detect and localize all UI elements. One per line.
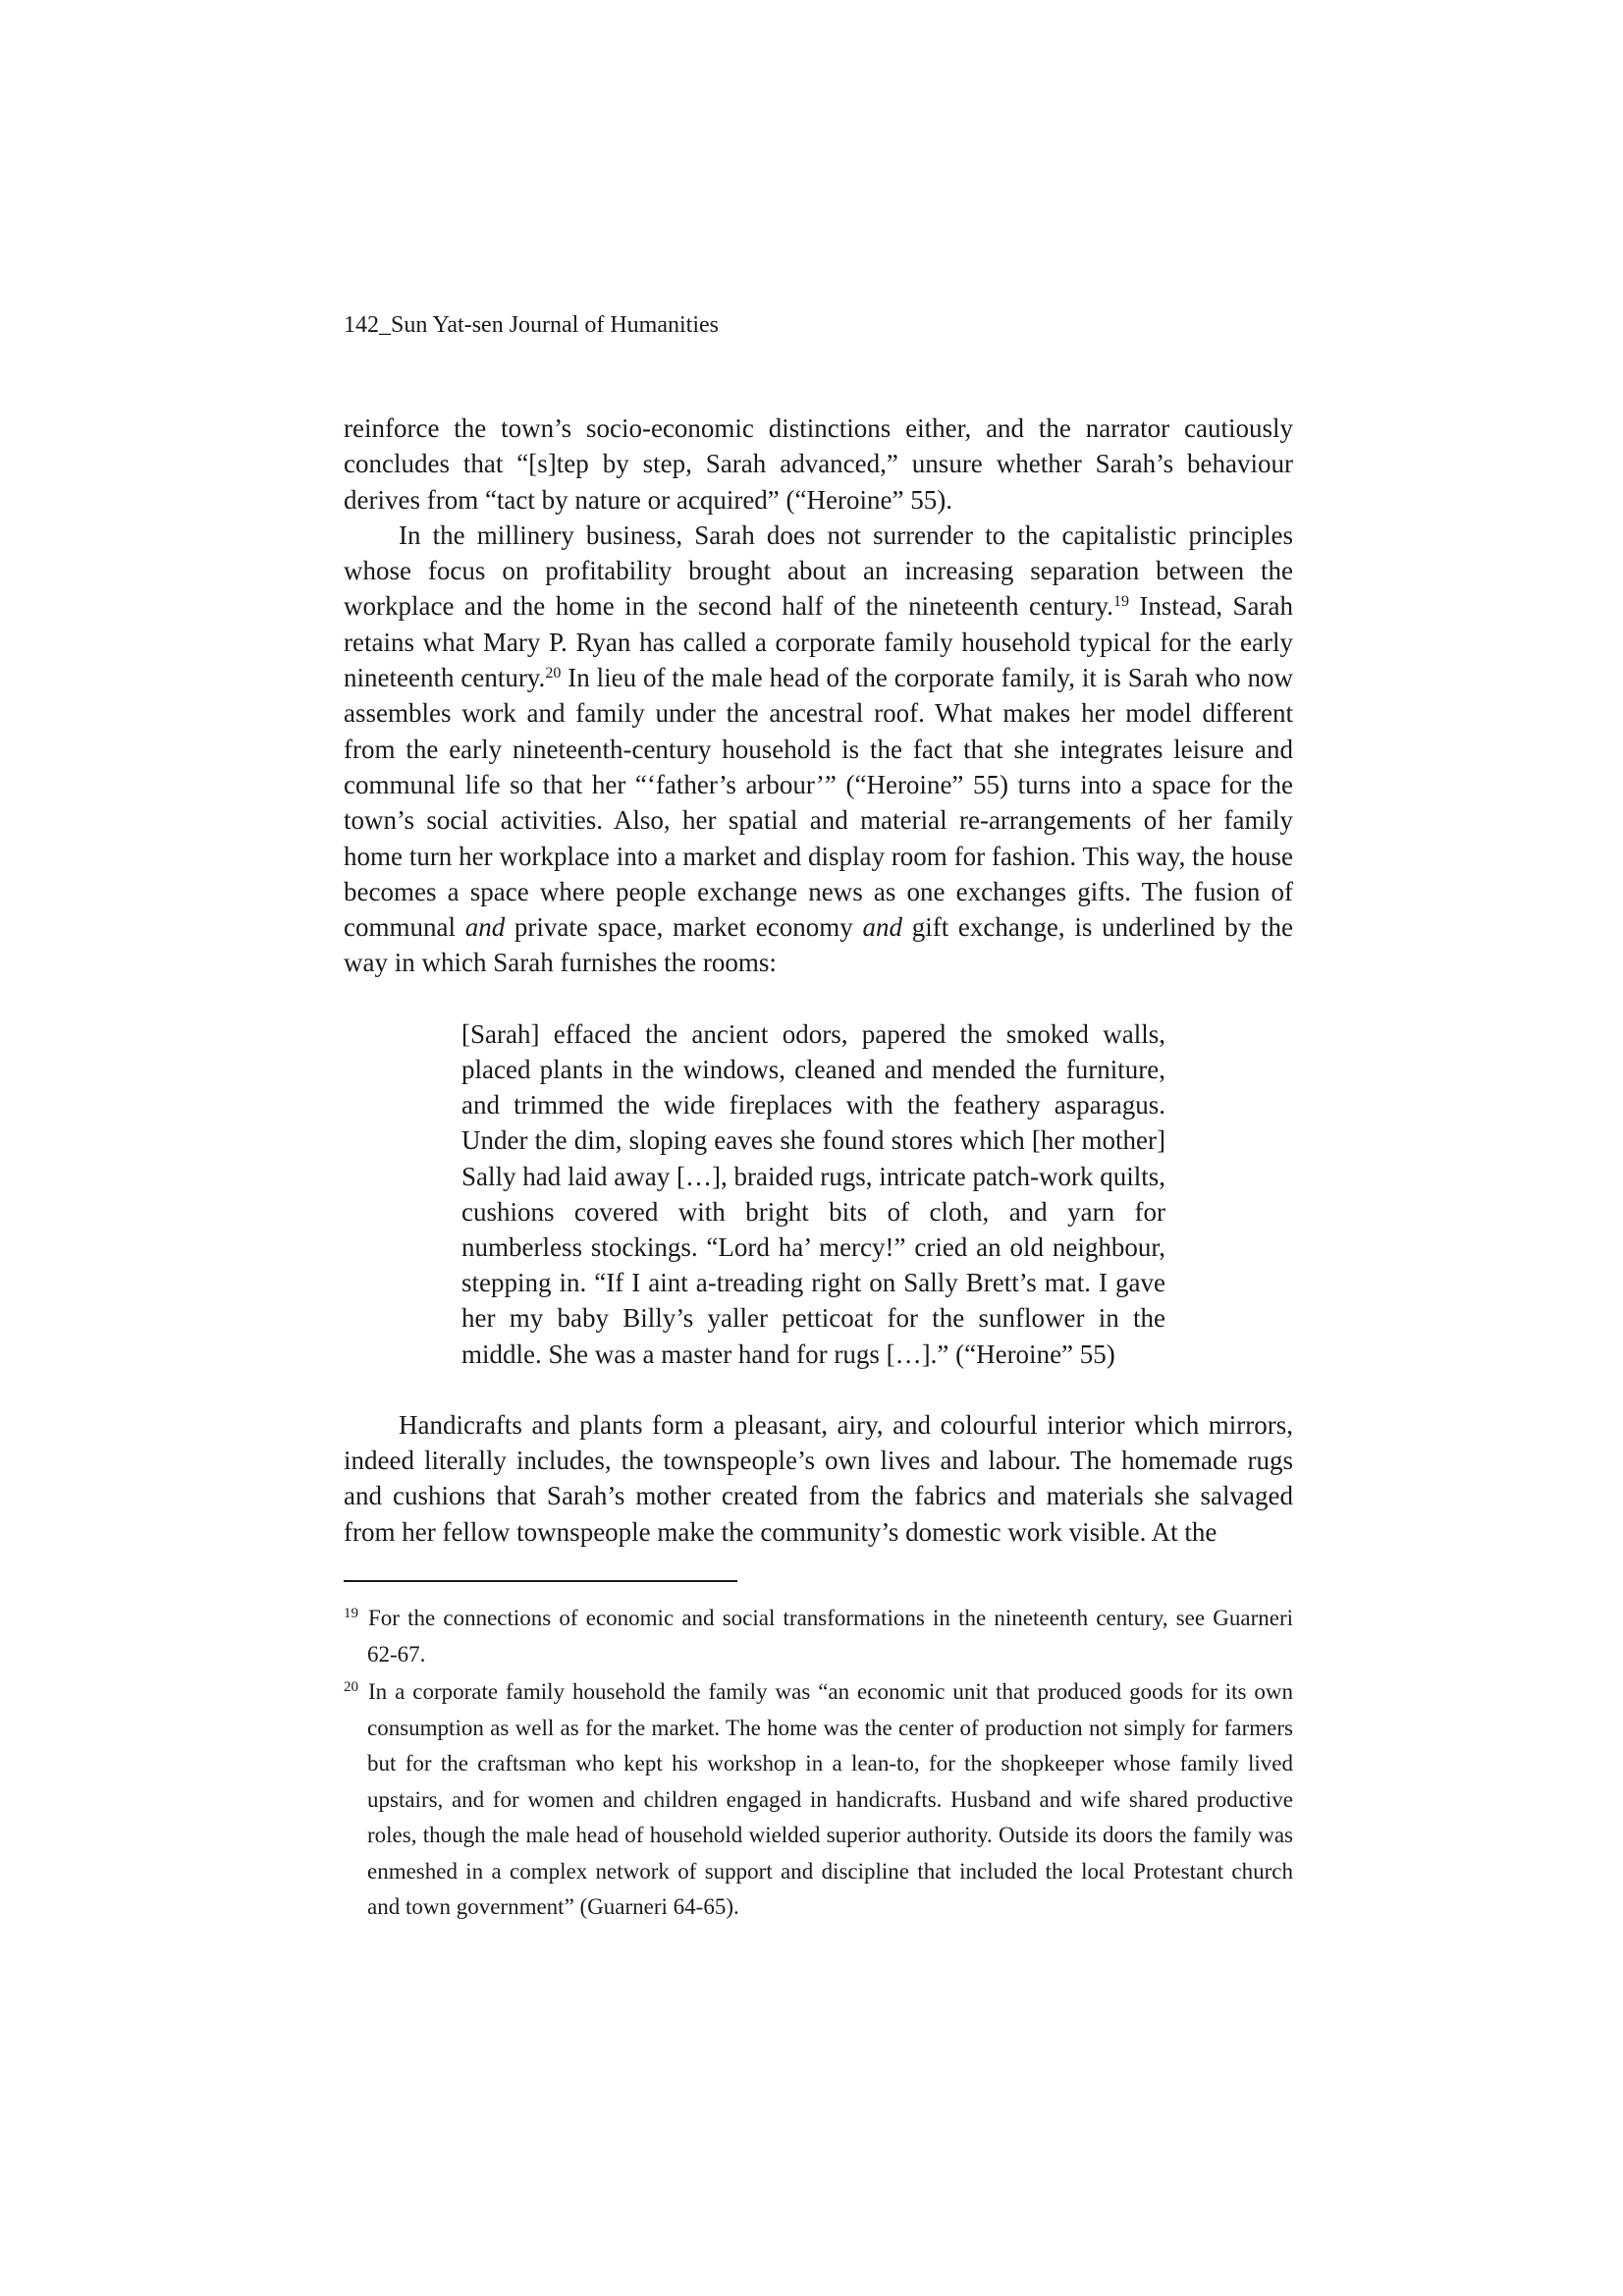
paragraph-2-part-e: gift exchange, is underlined by the way in which Sarah furnishes the rooms: bbox=[344, 912, 1293, 978]
footnote-ref-19[interactable]: 19 bbox=[1112, 593, 1129, 611]
footnotes bbox=[344, 1601, 1293, 1926]
paragraph-1: reinforce the town’s socio-economic distinctions either, and the narrator cautiously concludes that “[s]tep by step, Sarah advanced,” unsure whether Sarah’s behaviour derives from “tact by nature or acquired” (“Heroine” 55). bbox=[344, 413, 1293, 515]
emphasis-and-1: and bbox=[464, 912, 506, 943]
footnote-20 bbox=[344, 1674, 1293, 1926]
footnote-number: 20 bbox=[344, 1679, 358, 1695]
paragraph-2-part-c: In lieu of the male head of the corporate family, it is Sarah who now assembles work and family under the ancestral roof. What makes her model different from the early nineteenth-century household is the fact that she integrates leisure and communal life so that her “‘father’s arbour’” (“Heroine” 55) turns into a space for the town’s social activities. Also, her spatial and material re-arrangements of her family home turn her workplace into a market and display room for fashion. This way, the house becomes a space where people exchange news as one exchanges gifts. The fusion of communal bbox=[344, 663, 1293, 943]
emphasis-and-2: and bbox=[862, 912, 902, 943]
paragraph-2-part-d: private space, market economy bbox=[505, 912, 863, 943]
footnote-separator bbox=[344, 1580, 737, 1582]
footnote-ref-20[interactable]: 20 bbox=[545, 665, 562, 683]
footnote-text: For the connections of economic and social transformations in the nineteenth century, see Guarneri 62-67. bbox=[367, 1606, 1293, 1667]
main-text bbox=[344, 410, 1293, 1550]
paragraph-3: Handicrafts and plants form a pleasant, airy, and colourful interior which mirrors, indeed literally includes, the townspeople’s own lives and labour. The homemade rugs and cushions that Sarah’s mother created from the fabrics and materials she salvaged from her fellow townspeople make the community’s domestic work visible. At the bbox=[344, 1409, 1293, 1547]
paragraph-2-part-b: Instead, Sarah retains what Mary P. Ryan has called a corporate family household typical for the early nineteenth century. bbox=[344, 591, 1293, 693]
footnote-text: In a corporate family household the family was “an economic unit that produced goods for its own consumption as well as for the market. The home was the center of production not simply for farmers but for the craftsman who kept his workshop in a lean-to, for the shopkeeper whose family lived upstairs, and for women and children engaged in handicrafts. Husband and wife shared productive roles, though the male head of household wielded superior authority. Outside its doors the family was enmeshed in a complex network of support and discipline that included the local Protestant church and town government” (Guarneri 64-65). bbox=[367, 1679, 1293, 1919]
block-quote: [Sarah] effaced the ancient odors, papered the smoked walls, placed plants in the windows, cleaned and mended the furniture, and trimmed the wide fireplaces with the feathery asparagus. Under the dim, sloping eaves she found stores which [her mother] Sally had laid away […], braided rugs, intricate patch-work quilts, cushions covered with bright bits of cloth, and yarn for numberless stockings. “Lord ha’ mercy!” cried an old neighbour, stepping in. “If I aint a-treading right on Sally Brett’s mat. I gave her my baby Billy’s yaller petticoat for the sunflower in the middle. She was a master hand for rugs […].” (“Heroine” 55) bbox=[461, 1018, 1165, 1369]
paragraph-2-part-a: In the millinery business, Sarah does not surrender to the capitalistic principles whose focus on profitability brought about an increasing separation between the workplace and the home in the second half of the nineteenth century. bbox=[344, 519, 1293, 622]
footnote-number: 19 bbox=[344, 1606, 358, 1621]
paragraph-2 bbox=[344, 518, 1293, 981]
footnote-19 bbox=[344, 1601, 1293, 1672]
running-head: 142_Sun Yat-sen Journal of Humanities bbox=[344, 312, 719, 338]
